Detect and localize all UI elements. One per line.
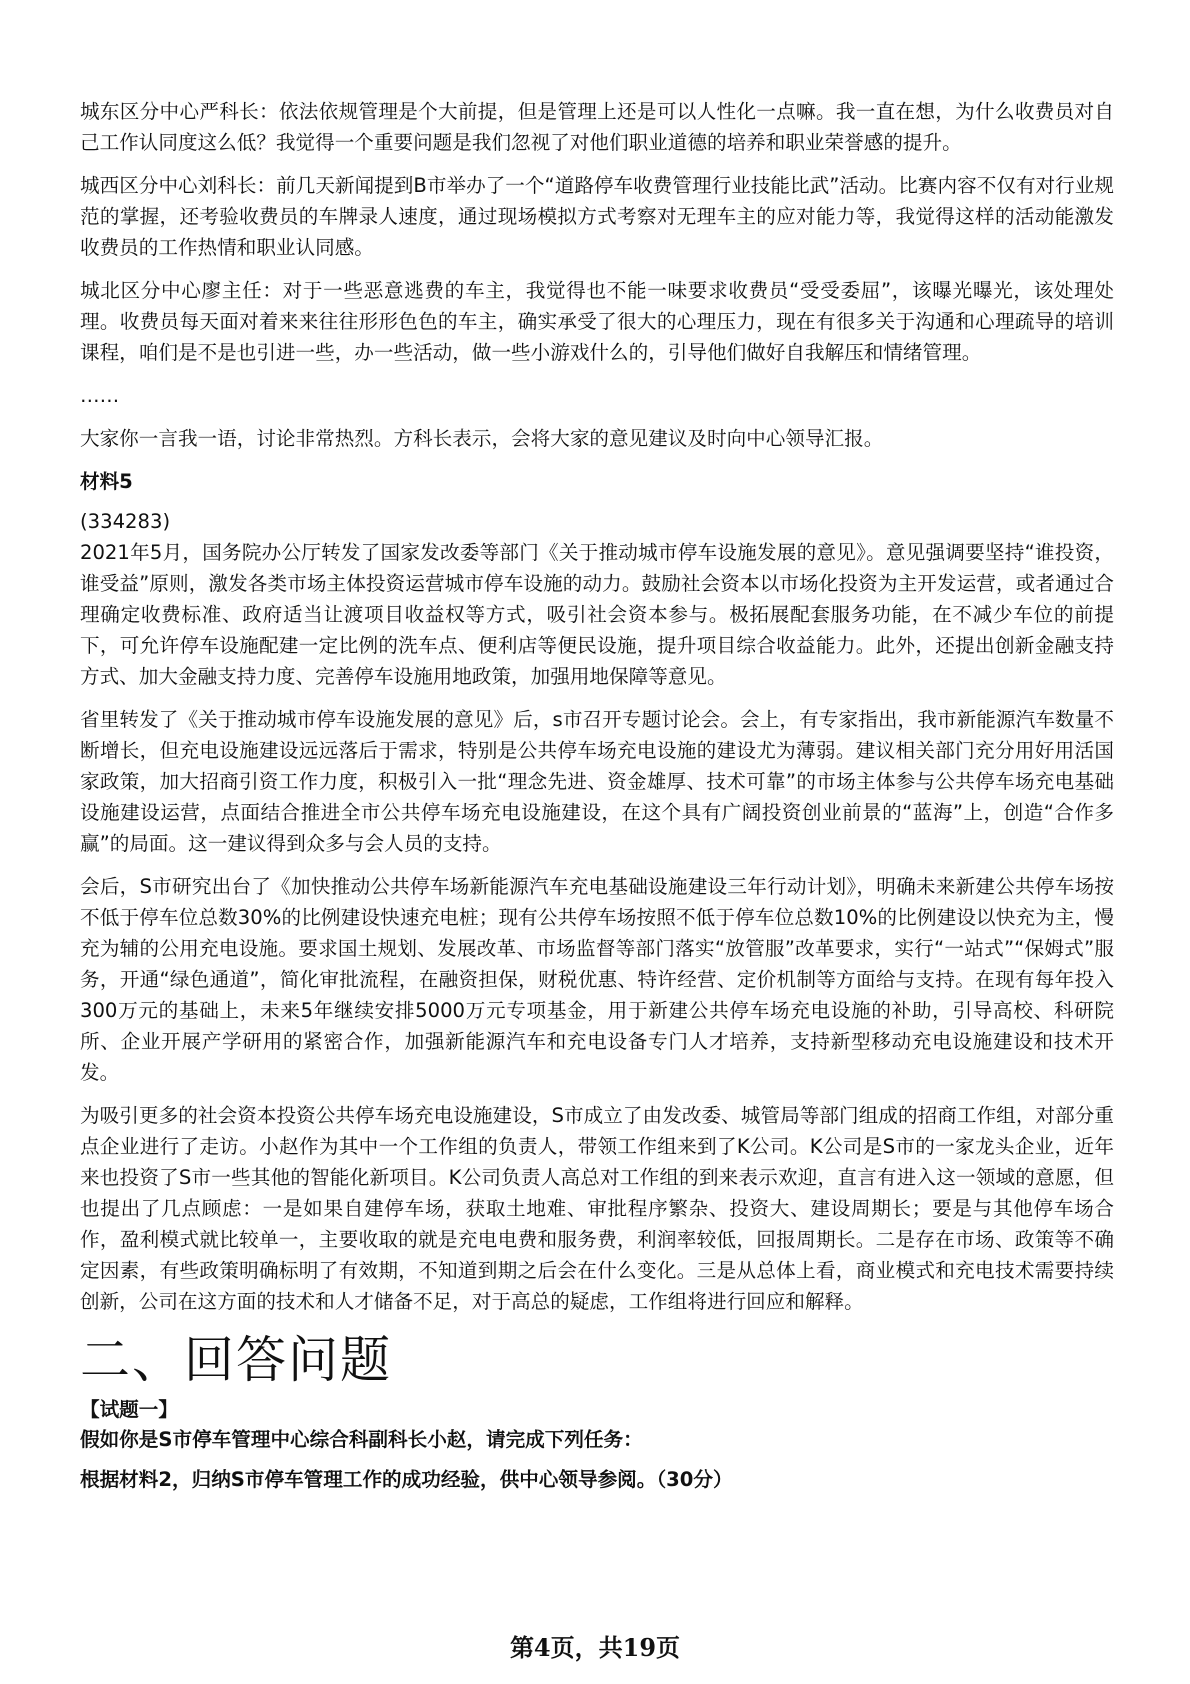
question-tag: 【试题一】: [80, 1398, 178, 1421]
paragraph-state-council-opinion: 2021年5月，国务院办公厅转发了国家发改委等部门《关于推动城市停车设施发展的意见》。意见强调要坚持“谁投资，谁受益”原则，激发各类市场主体投资运营城市停车设施的动力。鼓励社会资本以市场化投资为主开发运营，或者通过合理确定收费标准、政府适当让渡项目收益权等方式，吸引社会资本参与。极拓展配套服务功能，在不减少车位的前提下，可允许停车设施配建一定比例的洗车点、便利店等便民设施，提升项目综合收益能力。此外，还提出创新金融支持方式、加大金融支持力度、完善停车设施用地政策，加强用地保障等意见。: [80, 541, 1114, 688]
material-heading: 材料5: [80, 470, 133, 493]
paragraph-investment-team: 为吸引更多的社会资本投资公共停车场充电设施建设，S市成立了由发改委、城管局等部门组成的招商工作组，对部分重点企业进行了走访。小赵作为其中一个工作组的负责人，带领工作组来到了K公司。K公司是S市的一家龙头企业，近年来也投资了S市一些其他的智能化新项目。K公司负责人高总对工作组的到来表示欢迎，直言有进入这一领域的意愿，但也提出了几点顾虑：一是如果自建停车场，获取土地难、审批程序繁杂、投资大、建设周期长；要是与其他停车场合作，盈利模式就比较单一，主要收取的就是充电电费和服务费，利润率较低，回报周期长。二是存在市场、政策等不确定因素，有些政策明确标明了有效期，不知道到期之后会在什么变化。三是从总体上看，商业模式和充电技术需要持续创新，公司在这方面的技术和人才储备不足，对于高总的疑虑，工作组将进行回应和解释。: [80, 1104, 1114, 1313]
paragraph-action-plan: 会后，S市研究出台了《加快推动公共停车场新能源汽车充电基础设施建设三年行动计划》，明确未来新建公共停车场按不低于停车位总数30%的比例建设快速充电桩；现有公共停车场按照不低于停车位总数10%的比例建设以快充为主，慢充为辅的公用充电设施。要求国土规划、发展改革、市场监督等部门落实“放管服”改革要求，实行“一站式”“保姆式”服务，开通“绿色通道”，简化审批流程，在融资担保，财税优惠、特许经营、定价机制等方面给与支持。在现有每年投入300万元的基础上，未来5年继续安排5000万元专项基金，用于新建公共停车场充电设施的补助，引导高校、科研院所、企业开展产学研用的紧密合作，加强新能源汽车和充电设备专门人才培养，支持新型移动充电设施建设和技术开发。: [80, 875, 1114, 1084]
question-task: 根据材料2，归纳S市停车管理工作的成功经验，供中心领导参阅。（30分）: [80, 1468, 733, 1491]
paragraph-north-district: 城北区分中心廖主任：对于一些恶意逃费的车主，我觉得也不能一味要求收费员“受受委屈”，该曝光曝光，该处理处理。收费员每天面对着来来往往形形色色的车主，确实承受了很大的心理压力，现在有很多关于沟通和心理疏导的培训课程，咱们是不是也引进一些，办一些活动，做一些小游戏什么的，引导他们做好自我解压和情绪管理。: [80, 279, 1114, 364]
page-number: 第4页，共19页: [509, 1633, 681, 1662]
ellipsis: ……: [80, 384, 120, 407]
document-body: [80, 96, 1114, 1495]
material-code: (334283): [80, 510, 171, 533]
section-title: 二、回答问题: [80, 1331, 392, 1389]
paragraph-west-district: 城西区分中心刘科长：前几天新闻提到B市举办了一个“道路停车收费管理行业技能比武”活动。比赛内容不仅有对行业规范的掌握，还考验收费员的车牌录人速度，通过现场模拟方式考察对无理车主的应对能力等，我觉得这样的活动能激发收费员的工作热情和职业认同感。: [80, 174, 1114, 259]
paragraph-discussion-summary: 大家你一言我一语，讨论非常热烈。方科长表示，会将大家的意见建议及时向中心领导汇报。: [80, 427, 884, 450]
paragraph-east-district: 城东区分中心严科长：依法依规管理是个大前提，但是管理上还是可以人性化一点嘛。我一直在想，为什么收费员对自己工作认同度这么低？我觉得一个重要问题是我们忽视了对他们职业道德的培养和职业荣誉感的提升。: [80, 100, 1114, 154]
question-intro: 假如你是S市停车管理中心综合科副科长小赵，请完成下列任务：: [80, 1428, 643, 1451]
paragraph-provincial-meeting: 省里转发了《关于推动城市停车设施发展的意见》后，s市召开专题讨论会。会上，有专家指出，我市新能源汽车数量不断增长，但充电设施建设远远落后于需求，特别是公共停车场充电设施的建设尤为薄弱。建议相关部门充分用好用活国家政策，加大招商引资工作力度，积极引入一批“理念先进、资金雄厚、技术可靠”的市场主体参与公共停车场充电基础设施建设运营，点面结合推进全市公共停车场充电设施建设，在这个具有广阔投资创业前景的“蓝海”上，创造“合作多赢”的局面。这一建议得到众多与会人员的支持。: [80, 708, 1114, 855]
